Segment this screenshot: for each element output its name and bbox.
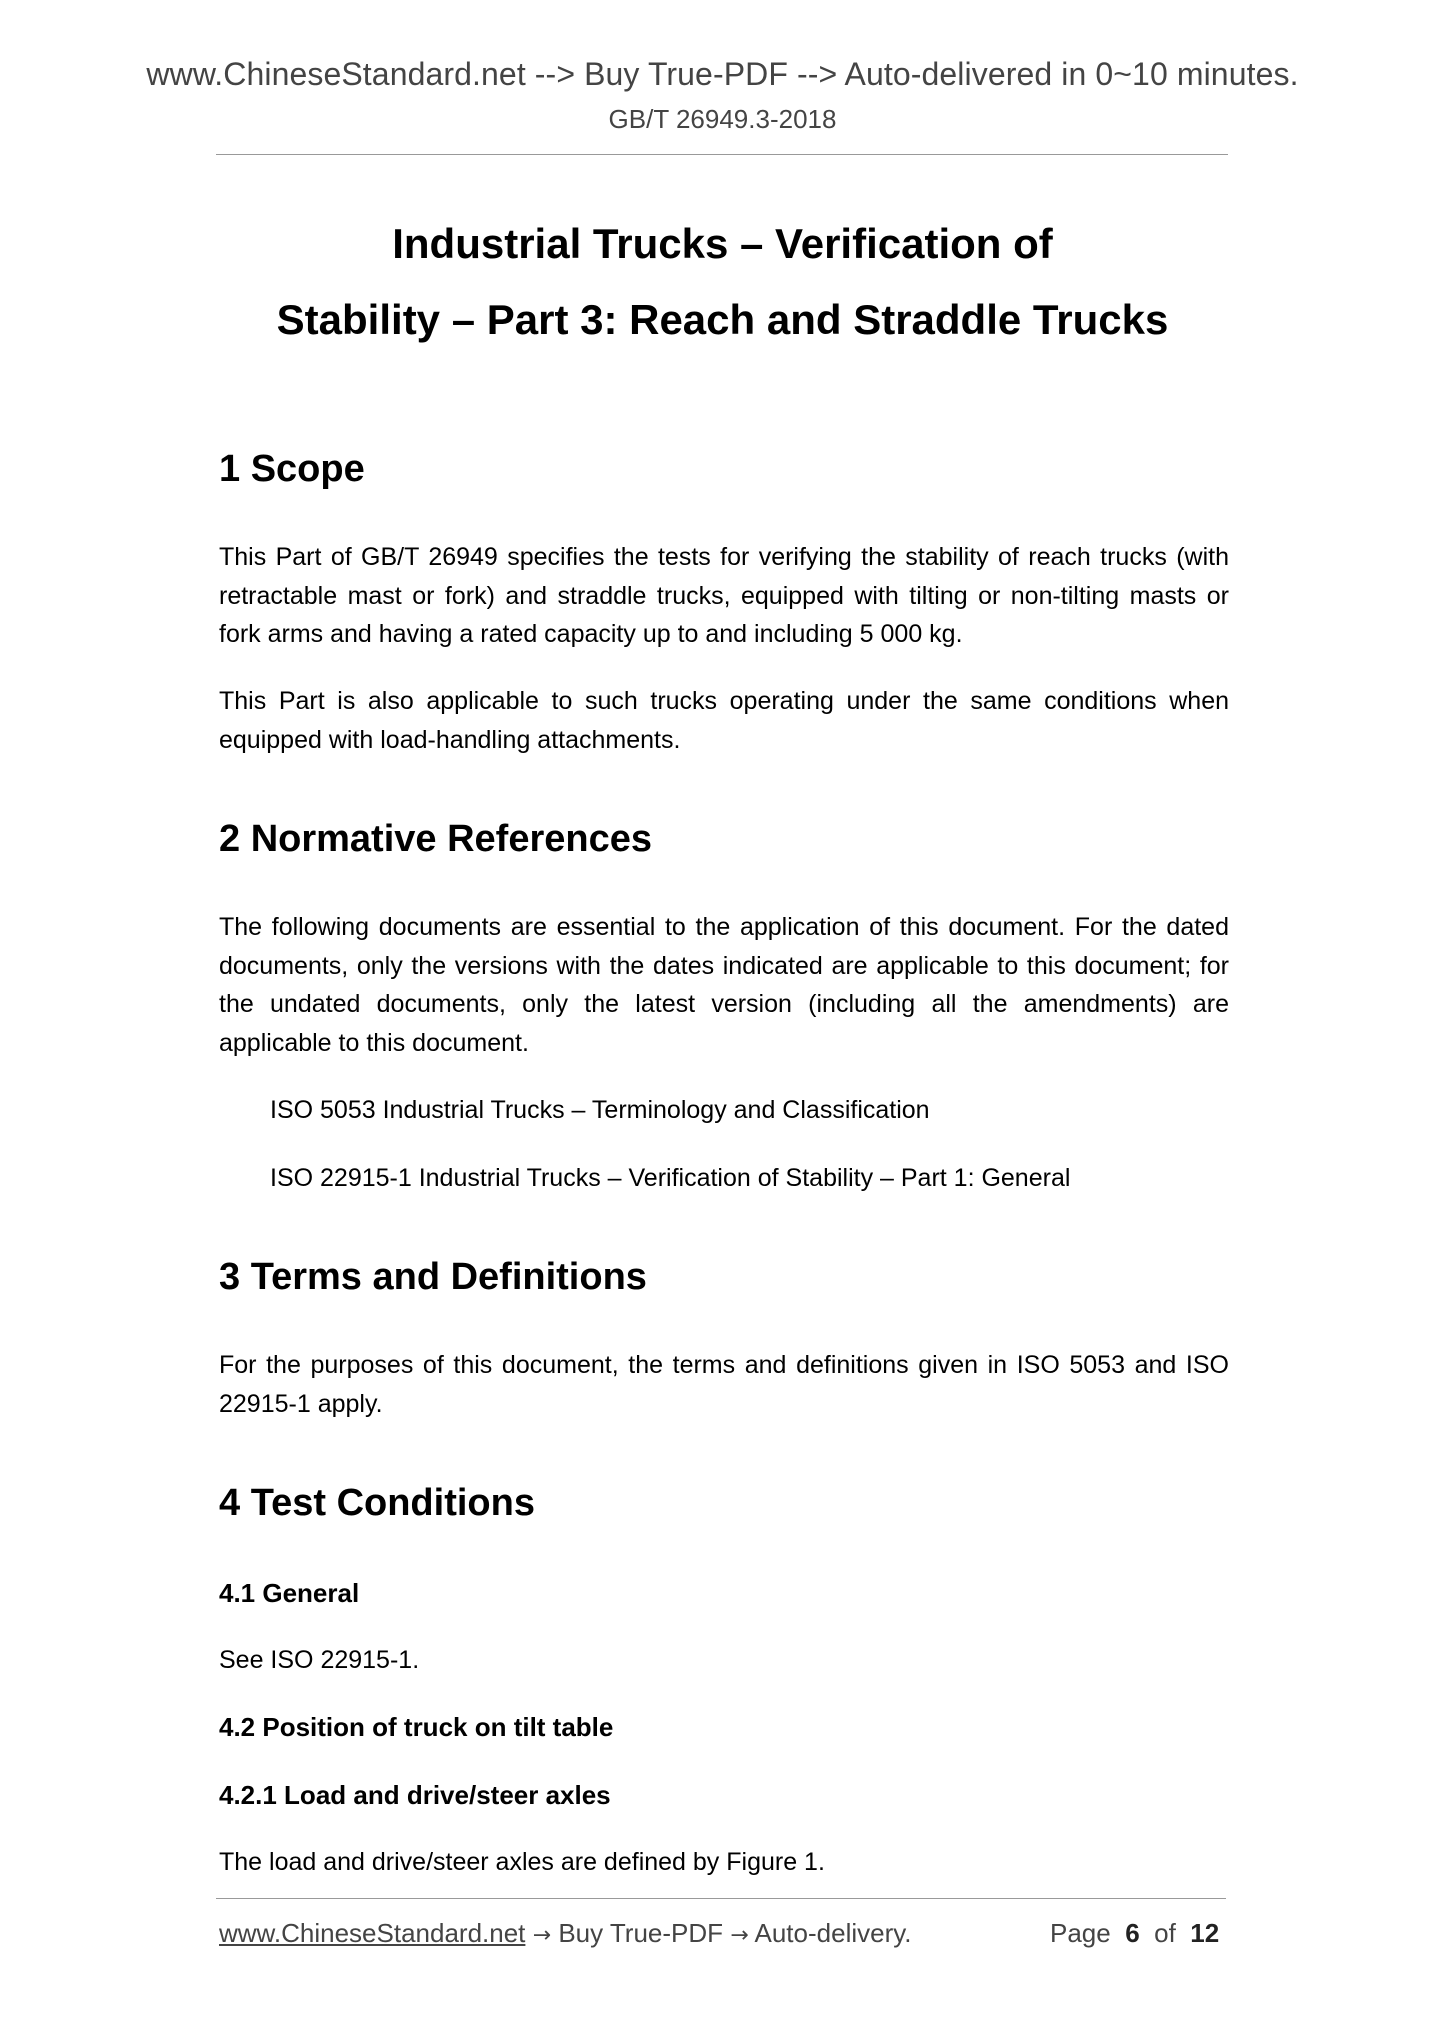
arrow-right-icon: → (532, 1923, 552, 1948)
document-title-line-2: Stability – Part 3: Reach and Straddle Trucks (276, 296, 1169, 343)
terms-paragraph: For the purposes of this document, the terms and definitions given in ISO 5053 and ISO 22915-1 apply. (219, 1351, 1229, 1418)
axles-text: The load and drive/steer axles are defined by Figure 1. (219, 1848, 825, 1876)
header-divider (216, 154, 1228, 155)
footer-promo (219, 1918, 912, 1949)
document-title-line-1: Industrial Trucks – Verification of (392, 220, 1053, 267)
subsection-heading-general: 4.1 General (219, 1578, 360, 1608)
normative-paragraph: The following documents are essential to the application of this document. For the dated documents, only the versions with the dates indicated are applicable to this document; for the undated documents, only the latest version (including all the amendments) are applicable to this document. (219, 913, 1229, 1057)
scope-paragraph-2: This Part is also applicable to such trucks operating under the same conditions when equipped with load-handling attachments. (219, 687, 1229, 754)
section-heading-scope: 1 Scope (219, 448, 365, 490)
section-heading-test-conditions: 4 Test Conditions (219, 1482, 535, 1524)
general-text: See ISO 22915-1. (219, 1646, 420, 1674)
reference-iso-5053: ISO 5053 Industrial Trucks – Terminology and Classification (270, 1096, 930, 1124)
reference-iso-22915-1: ISO 22915-1 Industrial Trucks – Verification of Stability – Part 1: General (270, 1164, 1071, 1192)
page-total: 12 (1190, 1918, 1220, 1948)
subsection-heading-truck-position: 4.2 Position of truck on tilt table (219, 1712, 614, 1742)
page-number: 6 (1125, 1918, 1140, 1948)
header-doc-number: GB/T 26949.3-2018 (608, 104, 837, 134)
scope-paragraph-1: This Part of GB/T 26949 specifies the tests for verifying the stability of reach trucks (with retractable mast or fork) and straddle trucks, equipped with tilting or non-tilting masts or fork arms and having a rated capacity up to and including 5 000 kg. (219, 543, 1229, 648)
footer-buy-text: Buy True-PDF (558, 1918, 724, 1948)
page-of-word: of (1154, 1918, 1176, 1948)
footer-delivery-text: Auto-delivery. (754, 1918, 912, 1948)
footer-site-link[interactable]: www.ChineseStandard.net (219, 1918, 526, 1948)
document-title (0, 206, 1445, 358)
subsection-heading-load-drive-axles: 4.2.1 Load and drive/steer axles (219, 1780, 611, 1810)
footer-divider (216, 1898, 1226, 1899)
section-heading-terms-definitions: 3 Terms and Definitions (219, 1256, 647, 1298)
header-promo-line: www.ChineseStandard.net --> Buy True-PDF --> Auto-delivered in 0~10 minutes. (146, 56, 1299, 92)
section-heading-normative-references: 2 Normative References (219, 818, 652, 860)
arrow-right-icon: → (730, 1923, 749, 1948)
page-indicator (1050, 1918, 1219, 1949)
page-word: Page (1050, 1918, 1111, 1948)
